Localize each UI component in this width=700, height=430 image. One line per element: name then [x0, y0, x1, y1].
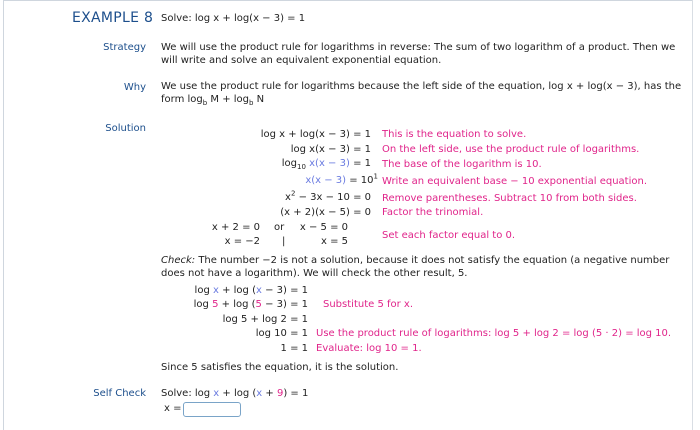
solution-step-6: (x + 2)(x − 5) = 0 — [280, 207, 371, 218]
check-step-1: log x + log (x − 3) = 1 — [194, 285, 308, 296]
check-step-3: log 5 + log 2 = 1 — [222, 314, 308, 325]
self-check-problem: Solve: log x + log (x + 9) = 1 — [161, 388, 309, 399]
factor-right-2: x = 5 — [320, 236, 348, 247]
factor-right-1: x − 5 = 0 — [299, 222, 348, 233]
solution-step-2-note: On the left side, use the product rule of logarithms. — [382, 144, 640, 155]
top-border — [3, 0, 692, 1]
strategy-text: We will use the product rule for logarithms in reverse: The sum of two logarithm of a product. Then we will write and solve an equivalent exponential equation. — [161, 42, 676, 66]
solution-step-4-note: Write an equivalent base − 10 exponential equation. — [382, 176, 648, 187]
solution-label: Solution — [105, 123, 146, 134]
solution-step-6-note: Factor the trinomial. — [382, 207, 484, 218]
check-paragraph: Check: The number −2 is not a solution, because it does not satisfy the equation (a negative number does not have a logarithm). We will check the other result, 5. — [161, 255, 670, 279]
solution-step-5-note: Remove parentheses. Subtract 10 from both sides. — [382, 193, 637, 204]
solution-step-1-note: This is the equation to solve. — [382, 129, 527, 140]
check-step-5: 1 = 1 — [280, 343, 308, 354]
check-step-4: log 10 = 1 — [255, 328, 308, 339]
solution-step-3: $\log_{10} x(x - 3) = 1$ — [281, 158, 371, 171]
check-step-2: log 5 + log (5 − 3) = 1 — [193, 299, 308, 310]
example-title: Solve: log x + log(x − 3) = 1 — [161, 13, 306, 24]
factor-left-1: x + 2 = 0 — [211, 222, 260, 233]
solution-step-3-note: The base of the logarithm is 10. — [382, 159, 542, 170]
left-border — [3, 0, 4, 430]
strategy-label: Strategy — [103, 42, 146, 53]
right-border — [692, 0, 693, 430]
conclusion: Since 5 satisfies the equation, it is the solution. — [161, 362, 399, 373]
answer-label: x = — [164, 403, 182, 414]
check-step-2-note: Substitute 5 for x. — [323, 299, 414, 310]
solution-step-2: log x(x − 3) = 1 — [290, 144, 371, 155]
factor-left-2: x = −2 — [224, 236, 260, 247]
why-text-line1: We use the product rule for logarithms because the left side of the equation, log x + log(x − 3), has the — [161, 81, 682, 92]
self-check-label: Self Check — [93, 388, 146, 399]
answer-input[interactable] — [183, 402, 241, 417]
solution-step-1: log x + log(x − 3) = 1 — [260, 129, 371, 140]
solution-step-4: $x(x - 3) = 10^1$ — [305, 172, 378, 186]
why-text-line2: form $\log_b M + \log_b N$ — [161, 94, 265, 107]
factor-note: Set each factor equal to 0. — [382, 230, 516, 241]
solution-step-5: $x^2 - 3x - 10 = 0$ — [285, 189, 371, 203]
check-step-5-note: Evaluate: log 10 = 1. — [316, 343, 422, 354]
factor-or: or — [274, 222, 285, 233]
why-label: Why — [123, 82, 146, 93]
factor-divider: | — [282, 236, 286, 247]
example-label: EXAMPLE 8 — [72, 10, 154, 26]
check-step-4-note: Use the product rule of logarithms: log 5 + log 2 = log (5 · 2) = log 10. — [316, 328, 672, 339]
